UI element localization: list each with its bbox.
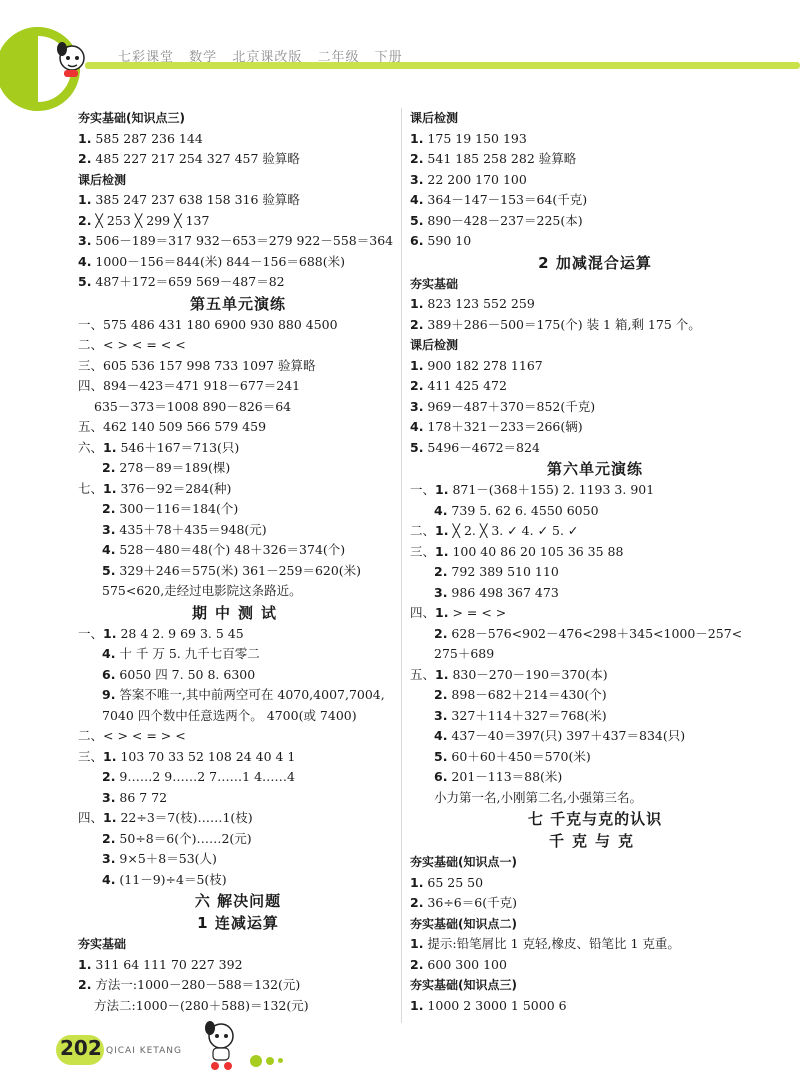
question-prefix: 六、	[78, 439, 104, 455]
item-number: 2.	[102, 830, 116, 846]
item-number: 3.	[102, 789, 116, 805]
section-heading: 课后检测	[78, 172, 127, 187]
answer-line	[410, 315, 780, 336]
answer-line: 275＋689	[434, 646, 495, 661]
answer-line	[410, 129, 780, 150]
answer-line	[78, 665, 398, 686]
answer-line: 635－373＝1008 890－826＝64	[94, 398, 292, 414]
answer-line	[78, 767, 398, 788]
answer-line: 五、462 140 509 566 579 459	[78, 419, 267, 434]
answer-text: 900 182 278 1167	[423, 357, 543, 373]
answer-text: 823 123 552 259	[423, 296, 535, 311]
answer-line	[78, 624, 398, 645]
answer-text: 364－147－153＝64(千克)	[423, 192, 588, 207]
section-heading: 夯实基础(知识点三)	[78, 111, 185, 125]
item-number: 1.	[435, 482, 449, 497]
answer-text: 546＋167＝713(只)	[116, 439, 240, 455]
item-number: 2.	[102, 460, 116, 475]
item-number: 2.	[78, 212, 92, 228]
series-name: 七彩课堂	[118, 50, 175, 65]
item-number: 4.	[434, 728, 448, 743]
item-number: 2.	[410, 378, 424, 393]
question-prefix: 三、	[78, 748, 104, 764]
grade: 二年级	[317, 50, 360, 65]
answer-line: 7040 四个数中任意选两个。 4700(或 7400)	[102, 707, 357, 723]
answer-text: 541 185 258 282 验算略	[423, 151, 577, 166]
answer-line: 四、894－423＝471 918－677＝241	[78, 378, 301, 393]
answer-text: 178＋321－233＝266(辆)	[423, 419, 583, 434]
item-number: 4.	[78, 253, 92, 269]
answer-text: 411 425 472	[423, 378, 507, 393]
item-number: 1.	[435, 523, 449, 538]
answer-line	[410, 356, 780, 377]
answer-line	[410, 893, 780, 914]
item-number: 1.	[410, 997, 424, 1013]
item-number: 5.	[410, 212, 424, 228]
answer-line	[410, 376, 780, 397]
answer-text: 435＋78＋435＝948(元)	[115, 521, 267, 537]
answer-column-left	[78, 108, 398, 1016]
item-number: 3.	[102, 851, 116, 866]
answer-line	[410, 685, 780, 706]
answer-line	[410, 438, 780, 459]
answer-line	[78, 955, 398, 976]
section-heading: 夯实基础	[78, 937, 127, 951]
unit-title: 六 解决问题	[194, 892, 282, 910]
answer-line	[78, 829, 398, 850]
answer-line	[78, 458, 398, 479]
answer-text: 871－(368＋155) 2. 1193 3. 901	[448, 482, 655, 497]
answer-text: 65 25 50	[423, 874, 484, 890]
answer-text: (11－9)÷4＝5(枝)	[115, 871, 227, 887]
answer-line	[410, 583, 780, 604]
answer-line	[410, 665, 780, 686]
page-number: 202	[60, 1036, 102, 1060]
answer-line	[410, 767, 780, 788]
answer-line	[78, 211, 398, 232]
item-number: 1.	[410, 130, 424, 146]
mascot-icon	[50, 38, 94, 82]
item-number: 4.	[102, 542, 116, 557]
answer-text: 1000－156＝844(米) 844－156＝688(米)	[91, 253, 346, 269]
section-heading: 课后检测	[410, 338, 459, 352]
answer-line	[78, 561, 398, 582]
answer-line	[410, 501, 780, 522]
answer-line	[78, 190, 398, 211]
answer-text: 36÷6＝6(千克)	[423, 895, 517, 910]
answer-text: > = < >	[448, 605, 507, 620]
answer-line	[78, 520, 398, 541]
answer-text: 890－428－237＝225(本)	[423, 212, 583, 228]
answer-text: 600 300 100	[423, 956, 507, 972]
question-prefix: 一、	[410, 482, 436, 497]
answer-line	[410, 170, 780, 191]
answer-line	[410, 521, 780, 542]
answer-text: 590 10	[423, 233, 472, 248]
answer-line	[78, 747, 398, 768]
item-number: 2.	[410, 316, 424, 332]
item-number: 1.	[103, 748, 117, 764]
question-prefix: 四、	[78, 810, 104, 825]
item-number: 3.	[78, 233, 92, 248]
item-number: 1.	[103, 439, 117, 455]
answer-line	[410, 873, 780, 894]
answer-line: 一、575 486 431 180 6900 930 880 4500	[78, 316, 338, 332]
answer-line	[410, 190, 780, 211]
item-number: 2.	[410, 956, 424, 972]
answer-line	[410, 747, 780, 768]
item-number: 1.	[410, 357, 424, 373]
answer-text: 792 389 510 110	[447, 564, 559, 579]
item-number: 1.	[435, 666, 449, 682]
answer-line	[410, 211, 780, 232]
answer-text: 28 4 2. 9 69 3. 5 45	[116, 625, 244, 641]
answer-line	[410, 294, 780, 315]
answer-line	[410, 996, 780, 1017]
answer-text: 50÷8＝6(个)……2(元)	[115, 830, 252, 846]
answer-text: 22 200 170 100	[423, 171, 527, 187]
answer-line	[78, 231, 398, 252]
answer-text: 311 64 111 70 227 392	[91, 956, 243, 972]
item-number: 2.	[434, 564, 448, 579]
answer-text: 5496－4672＝824	[423, 439, 540, 455]
edition: 北京课改版	[232, 50, 303, 65]
item-number: 5.	[78, 274, 92, 289]
question-prefix: 三、	[410, 543, 436, 559]
answer-column-right	[410, 108, 780, 1016]
answer-text: 6050 四 7. 50 8. 6300	[115, 666, 256, 682]
unit-title: 千克与克	[548, 832, 641, 850]
item-number: 1.	[410, 296, 424, 311]
item-number: 2.	[102, 501, 116, 516]
answer-text: 278－89＝189(棵)	[115, 460, 231, 475]
item-number: 1.	[103, 625, 117, 641]
answer-line: 二、< > < = > <	[78, 728, 186, 743]
answer-text: 585 287 236 144	[91, 130, 203, 146]
answer-line	[410, 624, 780, 645]
answer-line	[410, 562, 780, 583]
section-heading: 课后检测	[410, 111, 459, 125]
header-title	[118, 46, 413, 65]
answer-line	[410, 231, 780, 252]
answer-text: 22÷3＝7(枝)……1(枝)	[116, 810, 253, 825]
item-number: 2.	[434, 687, 448, 702]
item-number: 2.	[102, 769, 116, 784]
item-number: 1.	[410, 874, 424, 890]
answer-line: 三、605 536 157 998 733 1097 验算略	[78, 357, 316, 373]
item-number: 1.	[78, 192, 92, 207]
answer-text: 60＋60＋450＝570(米)	[447, 748, 591, 764]
question-prefix: 四、	[410, 605, 436, 620]
answer-text: 485 227 217 254 327 457 验算略	[91, 151, 300, 166]
answer-line: 方法二:1000－(280＋588)＝132(元)	[94, 997, 309, 1013]
subject: 数学	[189, 50, 218, 65]
answer-line	[410, 417, 780, 438]
item-number: 6.	[434, 769, 448, 784]
item-number: 1.	[410, 936, 424, 951]
answer-line: 二、< > < = < <	[78, 337, 186, 352]
unit-title: 期中测试	[191, 603, 284, 622]
item-number: 1.	[103, 810, 117, 825]
section-heading: 夯实基础	[410, 276, 459, 291]
section-heading: 夯实基础(知识点三)	[410, 978, 517, 992]
unit-title: 第六单元演练	[546, 460, 643, 478]
answer-text: ╳ 253 ╳ 299 ╳ 137	[91, 212, 210, 228]
answer-text: 329＋246＝575(米) 361－259＝620(米)	[115, 562, 362, 578]
unit-title: 1 连减运算	[197, 914, 279, 932]
answer-line	[410, 397, 780, 418]
answer-text: 506－189＝317 932－653＝279 922－558＝364	[91, 233, 394, 248]
answer-text: 437－40＝397(只) 397＋437＝834(只)	[447, 728, 686, 743]
answer-line	[78, 129, 398, 150]
answer-line	[410, 542, 780, 563]
answer-line	[410, 706, 780, 727]
answer-text: 487＋172＝659 569－487＝82	[91, 274, 285, 289]
item-number: 2.	[78, 977, 92, 992]
decorative-dots	[250, 1050, 287, 1069]
answer-line	[410, 480, 780, 501]
answer-text: 528－480＝48(个) 48＋326＝374(个)	[115, 542, 346, 557]
answer-text: 969－487＋370＝852(千克)	[423, 398, 596, 414]
answer-line	[410, 603, 780, 624]
item-number: 3.	[102, 521, 116, 537]
answer-text: 385 247 237 638 158 316 验算略	[91, 192, 300, 207]
answer-text: 1000 2 3000 1 5000 6	[423, 997, 567, 1013]
item-number: 6.	[410, 233, 424, 248]
answer-text: ╳ 2. ╳ 3. ✓ 4. ✓ 5. ✓	[448, 523, 579, 538]
item-number: 5.	[102, 562, 116, 578]
unit-title: 七 千克与克的认识	[527, 810, 663, 828]
answer-text: 9……2 9……2 7……1 4……4	[115, 769, 295, 784]
answer-text: 答案不唯一,其中前两空可在 4070,4007,7004,	[115, 687, 385, 702]
footer-brand: QICAI KETANG	[106, 1046, 182, 1056]
item-number: 2.	[410, 895, 424, 910]
question-prefix: 五、	[410, 666, 436, 682]
answer-text: 方法一:1000－280－588＝132(元)	[91, 977, 301, 992]
answer-text: 628－576<902－476<298＋345<1000－257<	[447, 625, 743, 641]
item-number: 2.	[434, 625, 448, 641]
answer-text: 175 19 150 193	[423, 130, 527, 146]
item-number: 3.	[434, 707, 448, 723]
question-prefix: 一、	[78, 625, 104, 641]
answer-line: 小力第一名,小刚第二名,小强第三名。	[434, 789, 642, 805]
answer-line	[78, 272, 398, 293]
section-heading: 夯实基础(知识点一)	[410, 855, 517, 869]
answer-line	[78, 252, 398, 273]
item-number: 4.	[102, 871, 116, 887]
section-heading: 夯实基础(知识点二)	[410, 916, 517, 931]
answer-text: 十 千 万 5. 九千七百零二	[115, 646, 260, 661]
item-number: 1.	[435, 605, 449, 620]
answer-line	[78, 540, 398, 561]
question-prefix: 二、	[410, 523, 436, 538]
volume: 下册	[374, 50, 403, 65]
item-number: 5.	[410, 439, 424, 455]
item-number: 6.	[102, 666, 116, 682]
answer-line	[78, 499, 398, 520]
answer-text: 103 70 33 52 108 24 40 4 1	[116, 748, 296, 764]
answer-line	[78, 849, 398, 870]
question-prefix: 七、	[78, 480, 104, 496]
answer-line	[78, 975, 398, 996]
answer-text: 提示:铅笔屑比 1 克轻,橡皮、铅笔比 1 克重。	[423, 936, 680, 951]
answer-line	[78, 644, 398, 665]
item-number: 4.	[410, 192, 424, 207]
answer-line	[78, 479, 398, 500]
answer-line	[78, 870, 398, 891]
answer-text: 739 5. 62 6. 4550 6050	[447, 502, 599, 518]
mascot-footer-icon	[196, 1018, 246, 1074]
item-number: 2.	[410, 151, 424, 166]
item-number: 1.	[78, 130, 92, 146]
item-number: 4.	[410, 419, 424, 434]
answer-text: 830－270－190＝370(本)	[448, 666, 608, 682]
answer-text: 389＋286－500＝175(个) 装 1 箱,剩 175 个。	[423, 316, 701, 332]
answer-text: 201－113＝88(米)	[447, 769, 563, 784]
item-number: 3.	[410, 398, 424, 414]
item-number: 1.	[78, 956, 92, 972]
answer-line	[410, 934, 780, 955]
logo-cap	[0, 27, 38, 111]
answer-text: 300－116＝184(个)	[115, 501, 239, 516]
answer-text: 376－92＝284(种)	[116, 480, 232, 496]
answer-line	[410, 149, 780, 170]
answer-line	[410, 726, 780, 747]
answer-line	[410, 955, 780, 976]
answer-line	[78, 438, 398, 459]
item-number: 9.	[102, 687, 116, 702]
item-number: 2.	[78, 151, 92, 166]
item-number: 1.	[435, 543, 449, 559]
item-number: 3.	[434, 584, 448, 600]
answer-line	[78, 788, 398, 809]
answer-text: 986 498 367 473	[447, 584, 559, 600]
item-number: 5.	[434, 748, 448, 764]
answer-text: 327＋114＋327＝768(米)	[447, 707, 607, 723]
answer-line	[78, 685, 398, 706]
unit-title: 第五单元演练	[189, 294, 286, 313]
answer-text: 898－682＋214＝430(个)	[447, 687, 607, 702]
answer-text: 86 7 72	[115, 789, 168, 805]
unit-title: 2 加减混合运算	[538, 253, 652, 272]
answer-line	[78, 149, 398, 170]
item-number: 3.	[410, 171, 424, 187]
answer-text: 100 40 86 20 105 36 35 88	[448, 543, 624, 559]
answer-line: 575<620,走经过电影院这条路近。	[102, 583, 302, 598]
item-number: 4.	[434, 502, 448, 518]
answer-line	[78, 808, 398, 829]
column-divider	[401, 108, 402, 1023]
answer-text: 9×5＋8＝53(人)	[115, 851, 217, 866]
item-number: 4.	[102, 646, 116, 661]
item-number: 1.	[103, 480, 117, 496]
